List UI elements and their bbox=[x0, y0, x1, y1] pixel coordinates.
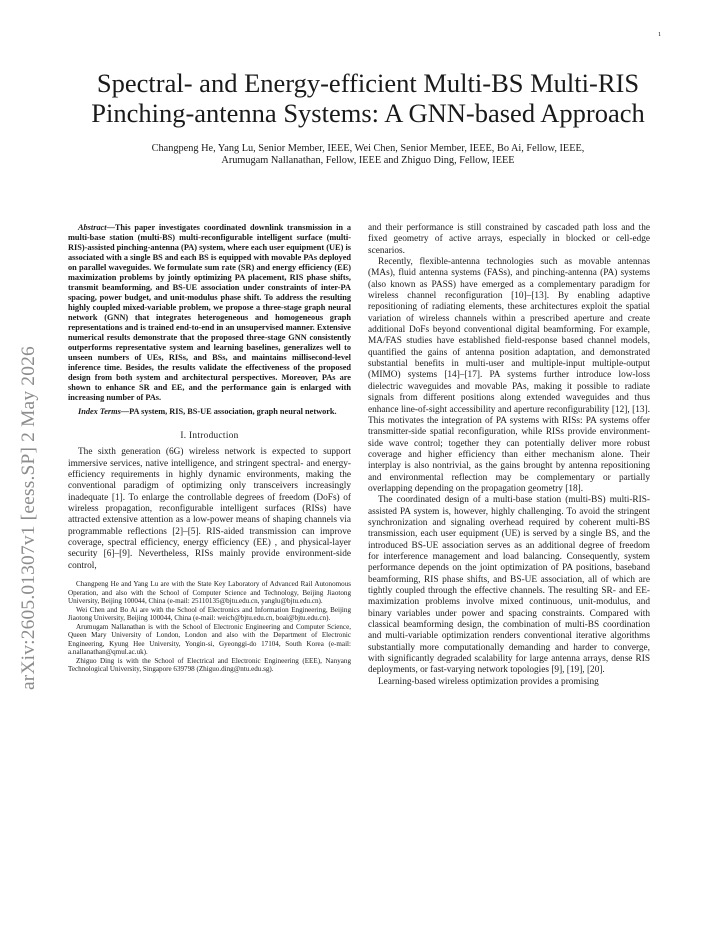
title-line-2: Pinching-antenna Systems: A GNN-based Approach bbox=[91, 98, 645, 128]
right-column bbox=[368, 223, 650, 688]
section-heading-introduction: I. Introduction bbox=[180, 431, 239, 441]
left-column bbox=[68, 223, 351, 674]
author-line-1: Changpeng He, Yang Lu, Senior Member, IEEE, Wei Chen, Senior Member, IEEE, Bo Ai, Fellow, IEEE, bbox=[151, 143, 585, 154]
arxiv-identifier: arXiv:2605.01307v1 [eess.SP] 2 May 2026 bbox=[18, 346, 39, 690]
title-line-1: Spectral- and Energy-efficient Multi-BS Multi-RIS bbox=[96, 68, 640, 98]
abstract-text: —This paper investigates coordinated downlink transmission in a multi-base station (multi-BS) multi-reconfigurable intelligent surface (multi-RIS)-assisted pinching-antenna (PA) system, where each user equipment (UE) is associated with a single BS and each BS is equipped with movable PAs deployed on parallel waveguides. We formulate sum rate (SR) and energy efficiency (EE) maximization problems by jointly optimizing PA placement, RIS phase shifts, transmit beamforming, and BS-UE association under constraints of inter-PA spacing, power budget, and unit-modulus phase shift. To address the resulting highly coupled mixed-variable problem, we propose a three-stage graph neural network (GNN) that integrates heterogeneous and homogeneous graph representations and is trained end-to-end in an unsupervised manner. Extensive numerical results demonstrate that the proposed three-stage GNN consistently outperforms representative system and learning baselines, generalizes well to unseen numbers of UEs, RISs, and BSs, and maintains millisecond-level inference time. Besides, the results validate the effectiveness of the proposed design from both system and architectural perspectives. Moreover, PAs are shown to enhance SR and EE, and the performance gain is enlarged with increasing number of PAs. bbox=[68, 223, 351, 402]
right-paragraph-4: Learning-based wireless optimization provides a promising bbox=[378, 676, 599, 687]
intro-paragraph-1: The sixth generation (6G) wireless network is expected to support immersive services, native intelligence, and stringent spectral- and energy-efficiency requirements in highly dynamic environments, making the conventional paradigm of optimizing only transceivers increasingly inadequate [1]. To enlarge the controllable degrees of freedom (DoFs) of wireless propagation, reconfigurable intelligent surfaces (RISs) have attracted extensive attention as a low-power means of shaping channels via programmable reflections [2]–[5]. RIS-aided transmission can improve coverage, spectral efficiency, energy efficiency (EE) , and physical-layer security [6]–[9]. Nevertheless, RISs mainly provide environment-side control, bbox=[68, 447, 351, 571]
footnote-2: Wei Chen and Bo Ai are with the School of Electronics and Information Engineering, Beijing Jiaotong University, Beijing 100044, China (e-mail: weich@bjtu.edu.cn, boai@bjtu.edu.cn). bbox=[68, 605, 351, 623]
index-terms-label: Index Terms bbox=[78, 407, 121, 416]
page-number: 1 bbox=[658, 31, 662, 38]
author-line-2: Arumugam Nallanathan, Fellow, IEEE and Zhiguo Ding, Fellow, IEEE bbox=[221, 155, 515, 167]
footnote-3: Arumugam Nallanathan is with the School of Electronic Engineering and Computer Science, Queen Mary University of London, London and also with the Department of Electronic Engineering, Kyung Hee University, Yongin-si, Gyeonggi-do 17104, South Korea (e-mail: a.nallanathan@qmul.ac.uk). bbox=[68, 622, 351, 657]
right-paragraph-3: The coordinated design of a multi-base station (multi-BS) multi-RIS-assisted PA system is, however, highly challenging. To avoid the stringent synchronization and signaling overhead required by coherent multi-BS transmission, each user equipment (UE) is served by a single BS, and the introduced BS-UE association serves as an additional degree of freedom for interference management and load balancing. Consequently, system performance depends on the joint optimization of PA positions, baseband beamforming, RIS phase shifts, and BS-UE association, all of which are tightly coupled through the effective channels. The resulting SR- and EE-maximization problems involve mixed continuous, unit-modulus, and binary variables under power and spacing constraints. Compared with classical beamforming design, the combination of multi-BS coordination and multi-variable optimization renders conventional iterative algorithms substantially more computationally demanding and harder to converge, with significantly degraded scalability for large antenna arrays, dense RIS deployments, or fast-varying network topologies [9], [19], [20]. bbox=[368, 495, 650, 676]
right-paragraph-2: Recently, flexible-antenna technologies such as movable antennas (MAs), fluid antenna systems (FASs), and pinching-antenna (PA) systems (also known as PASS) have emerged as a complementary paradigm for wireless channel reconfiguration [10]–[13]. By enabling adaptive repositioning of radiating elements, these architectures exploit the spatial variation of wireless channels within a prescribed aperture and create additional DoFs beyond conventional digital beamforming. For example, MA/FAS studies have established field-response based channel models, quantified the gains of antenna position adaptation, and demonstrated substantial benefits in multi-user and multiple-input multiple-output (MIMO) systems [14]–[17]. PA systems further introduce low-loss dielectric waveguides and movable PAs, making it possible to radiate signals from different positions along extended waveguides and thus enhance line-of-sight accessibility and aperture reconfigurability [12], [13]. This motivates the integration of PA systems with RISs: PA systems offer transmitter-side spatial reconfiguration, while RISs provide environment-side wave control; together they can potentially deliver more robust coverage and higher efficiency than either mechanism alone. Their interplay is also nontrivial, as the gains brought by antenna repositioning and environmental reflection may be complementary or partially overlapping depending on the propagation geometry [18]. bbox=[368, 257, 650, 494]
paper-title bbox=[50, 68, 686, 128]
abstract bbox=[68, 223, 351, 403]
abstract-label: Abstract bbox=[78, 223, 107, 232]
index-terms-text: —PA system, RIS, BS-UE association, graph neural network. bbox=[120, 407, 337, 416]
author-footnotes bbox=[68, 580, 351, 674]
footnote-1: Changpeng He and Yang Lu are with the State Key Laboratory of Advanced Rail Autonomous Operation, and also with the School of Computer Science and Technology, Beijing Jiaotong University, Beijing 100044, China (e-mail: 25110135@bjtu.edu.cn, yanglu@bjtu.edu.cn). bbox=[68, 580, 351, 606]
author-list bbox=[60, 143, 676, 168]
right-paragraph-1: and their performance is still constrained by cascaded path loss and the fixed geometry of active arrays, especially in blocked or cell-edge scenarios. bbox=[368, 223, 650, 256]
index-terms bbox=[68, 407, 351, 417]
footnote-4: Zhiguo Ding is with the School of Electrical and Electronic Engineering (EEE), Nanyang Technological University, Singapore 639798 (Zhiguo.ding@ntu.edu.sg). bbox=[68, 656, 351, 674]
